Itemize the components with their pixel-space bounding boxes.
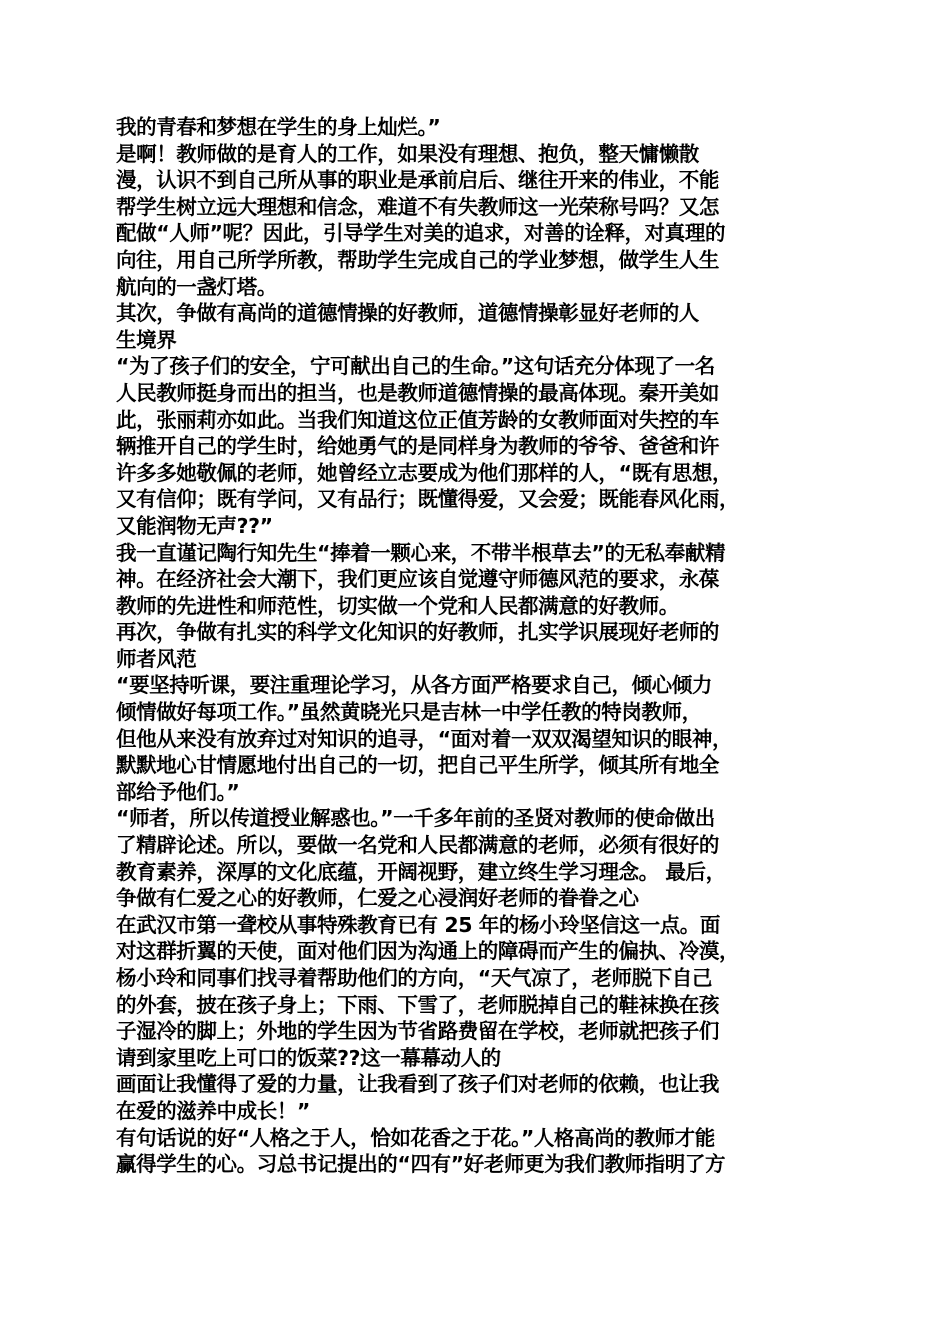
text-line: 画面让我懂得了爱的力量，让我看到了孩子们对老师的依赖，也让我	[116, 1072, 719, 1097]
text-line: 杨小玲和同事们找寻着帮助他们的方向，“天气凉了，老师脱下自己	[116, 966, 712, 990]
text-line: 部给予他们。”	[116, 779, 240, 804]
text-line: 在武汉市第一聋校从事特殊教育已有 25 年的杨小玲坚信这一点。面	[116, 912, 721, 937]
text-line: 倾情做好每项工作。”虽然黄晓光只是吉林一中学任教的特岗教师，	[116, 700, 702, 725]
text-line: 教育素养，深厚的文化底蕴，开阔视野，建立终生学习理念。 最后，	[116, 859, 726, 884]
text-line: 其次，争做有高尚的道德情操的好教师，道德情操彰显好老师的人	[116, 301, 699, 326]
text-line: 了精辟论述。所以，要做一名党和人民都满意的老师，必须有很好的	[116, 833, 719, 858]
text-line: 向往，用自己所学所教，帮助学生完成自己的学业梦想，做学生人生	[116, 247, 719, 272]
document-body	[116, 114, 840, 1178]
text-line: 请到家里吃上可口的饭菜??这一幕幕动人的	[116, 1045, 501, 1070]
text-line: 许多多她敬佩的老师，她曾经立志要成为他们那样的人，“既有思想，	[116, 460, 733, 485]
text-line: 再次，争做有扎实的科学文化知识的好教师，扎实学识展现好老师的	[116, 620, 719, 645]
text-line: 的外套，披在孩子身上；下雨、下雪了，老师脱掉自己的鞋袜换在孩	[116, 992, 719, 1017]
text-line: 漫，认识不到自己所从事的职业是承前启后、继往开来的伟业，不能	[116, 168, 719, 193]
text-line: 又有信仰；既有学问，又有品行；既懂得爱，又会爱；既能春风化雨，	[116, 487, 740, 512]
text-line: 人民教师挺身而出的担当，也是教师道德情操的最高体现。秦开美如	[116, 380, 719, 405]
text-line: 此，张丽莉亦如此。当我们知道这位正值芳龄的女教师面对失控的车	[116, 407, 719, 432]
text-line: 对这群折翼的天使，面对他们因为沟通上的障碍而产生的偏执、冷漠，	[116, 939, 740, 964]
text-line: 有句话说的好“人格之于人，恰如花香之于花。”人格高尚的教师才能	[116, 1125, 715, 1150]
text-line: 是啊！教师做的是育人的工作，如果没有理想、抱负，整天慵懒散	[116, 141, 699, 166]
text-line: 我的青春和梦想在学生的身上灿烂。”	[116, 115, 441, 139]
text-line: 争做有仁爱之心的好教师，仁爱之心浸润好老师的眷眷之心	[116, 886, 639, 911]
text-line: 帮学生树立远大理想和信念，难道不有失教师这一光荣称号吗？又怎	[116, 194, 719, 219]
text-line: 配做“人师”呢？因此，引导学生对美的追求，对善的诠释，对真理的	[116, 221, 726, 246]
text-line: 默默地心甘情愿地付出自己的一切，把自己平生所学，倾其所有地全	[116, 753, 719, 778]
text-line: 赢得学生的心。习总书记提出的“四有”好老师更为我们教师指明了方	[116, 1152, 726, 1177]
text-line: 子湿冷的脚上；外地的学生因为节省路费留在学校，老师就把孩子们	[116, 1019, 719, 1044]
text-line: 航向的一盏灯塔。	[116, 274, 277, 299]
text-line: 教师的先进性和师范性，切实做一个党和人民都满意的好教师。	[116, 593, 679, 618]
text-line: 师者风范	[116, 646, 197, 671]
text-line: 在爱的滋养中成长！”	[116, 1098, 310, 1123]
text-line: 我一直谨记陶行知先生“捧着一颗心来，不带半根草去”的无私奉献精	[116, 540, 726, 565]
text-line: “要坚持听课，要注重理论学习，从各方面严格要求自己，倾心倾力	[116, 673, 712, 698]
text-line: 辆推开自己的学生时，给她勇气的是同样身为教师的爷爷、爸爸和许	[116, 434, 719, 459]
text-line: “为了孩子们的安全，宁可献出自己的生命。”这句话充分体现了一名	[116, 354, 715, 379]
text-line: 又能润物无声??”	[116, 513, 273, 538]
text-line: 生境界	[116, 327, 177, 352]
text-line: “师者，所以传道授业解惑也。”一千多年前的圣贤对教师的使命做出	[116, 806, 715, 831]
text-line: 神。在经济社会大潮下，我们更应该自觉遵守师德风范的要求，永葆	[116, 567, 719, 592]
text-line: 但他从来没有放弃过对知识的追寻，“面对着一双双渴望知识的眼神，	[116, 726, 733, 751]
